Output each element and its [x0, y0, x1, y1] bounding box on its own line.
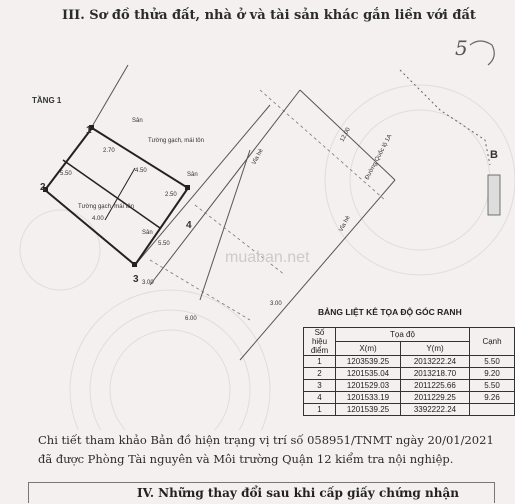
table-row	[304, 392, 515, 404]
stamp-mark: 5	[455, 36, 468, 60]
cell-point: 4	[304, 392, 336, 404]
table-row	[304, 356, 515, 368]
dim-middle: 4.50	[135, 168, 147, 174]
corner-label-1: 1	[86, 125, 92, 136]
corner-label-3: 3	[133, 274, 139, 285]
sidewalk-label-bottom: Vỉa hè	[338, 215, 352, 233]
stamp-scribble	[470, 41, 494, 65]
north-marker: B	[490, 149, 498, 161]
cell-y: 2011225.66	[401, 380, 470, 392]
table-row	[304, 368, 515, 380]
watermark: muaban.net	[225, 249, 310, 266]
dim-road-1: 3.00	[142, 280, 154, 286]
cell-x: 1201535.04	[336, 368, 401, 380]
dim-left-bottom: 4.00	[92, 216, 104, 222]
cell-y: 3392222.24	[401, 404, 470, 416]
yard-label-bottom: Sân	[142, 230, 153, 236]
section-4-box	[28, 482, 495, 503]
boundary-dotted-line	[400, 70, 490, 165]
col-y: Y(m)	[401, 342, 470, 356]
cell-edge: 9.26	[470, 392, 515, 404]
dim-road-3: 3.00	[270, 301, 282, 307]
compass-bar	[488, 175, 500, 215]
cell-point: 1	[304, 404, 336, 416]
dim-right-small: 2.50	[165, 192, 177, 198]
cell-x: 1201533.19	[336, 392, 401, 404]
dim-left-top: 5.50	[60, 171, 72, 177]
yard-label-right: Sân	[187, 172, 198, 178]
wall-label-bottom: Tường gạch, mái tôn	[78, 204, 134, 210]
col-point: Số hiệu điểm	[304, 328, 336, 356]
table-row	[304, 404, 515, 416]
cell-point: 3	[304, 380, 336, 392]
cell-point: 1	[304, 356, 336, 368]
col-x: X(m)	[336, 342, 401, 356]
cell-point: 2	[304, 368, 336, 380]
wall-label-top: Tường gạch, mái tôn	[148, 138, 204, 144]
cell-edge	[470, 404, 515, 416]
section-4-title: IV. Những thay đổi sau khi cấp giấy chứng nhận	[137, 486, 459, 500]
dim-top-small: 2.70	[103, 148, 115, 154]
floor-label: TẦNG 1	[32, 96, 62, 105]
cell-x: 1203539.25	[336, 356, 401, 368]
coordinate-table	[303, 327, 515, 416]
cell-edge: 9.20	[470, 368, 515, 380]
corner-label-4: 4	[186, 220, 192, 231]
col-edge: Cạnh	[470, 328, 515, 356]
cell-y: 2011229.25	[401, 392, 470, 404]
reference-note: Chi tiết tham khảo Bản đồ hiện trạng vị trí số 058951/TNMT ngày 20/01/2021 đã được Phòng Tài nguyên và Môi trường Quận 12 kiểm tra nội nghiệp.	[38, 433, 494, 466]
coord-table-title: BẢNG LIỆT KÊ TỌA ĐỘ GÓC RANH	[318, 307, 462, 317]
yard-label-top: Sân	[132, 118, 143, 124]
dim-road-2: 6.00	[185, 316, 197, 322]
section-3-title: III. Sơ đồ thửa đất, nhà ở và tài sản khác gắn liền với đất	[62, 8, 476, 23]
road-name: Đường Quốc lộ 1A	[364, 133, 394, 181]
cell-edge: 5.50	[470, 380, 515, 392]
cell-y: 2013222.24	[401, 356, 470, 368]
dim-right-bottom: 5.50	[158, 241, 170, 247]
cell-y: 2013218.70	[401, 368, 470, 380]
sidewalk-label-top: Vỉa hè	[251, 148, 265, 166]
cell-edge: 5.50	[470, 356, 515, 368]
table-row	[304, 380, 515, 392]
corner-label-2: 2	[40, 182, 46, 193]
cell-x: 1201529.03	[336, 380, 401, 392]
cell-x: 1201539.25	[336, 404, 401, 416]
road-width: 12.00	[339, 126, 352, 143]
col-coords: Tọa độ	[336, 328, 470, 342]
